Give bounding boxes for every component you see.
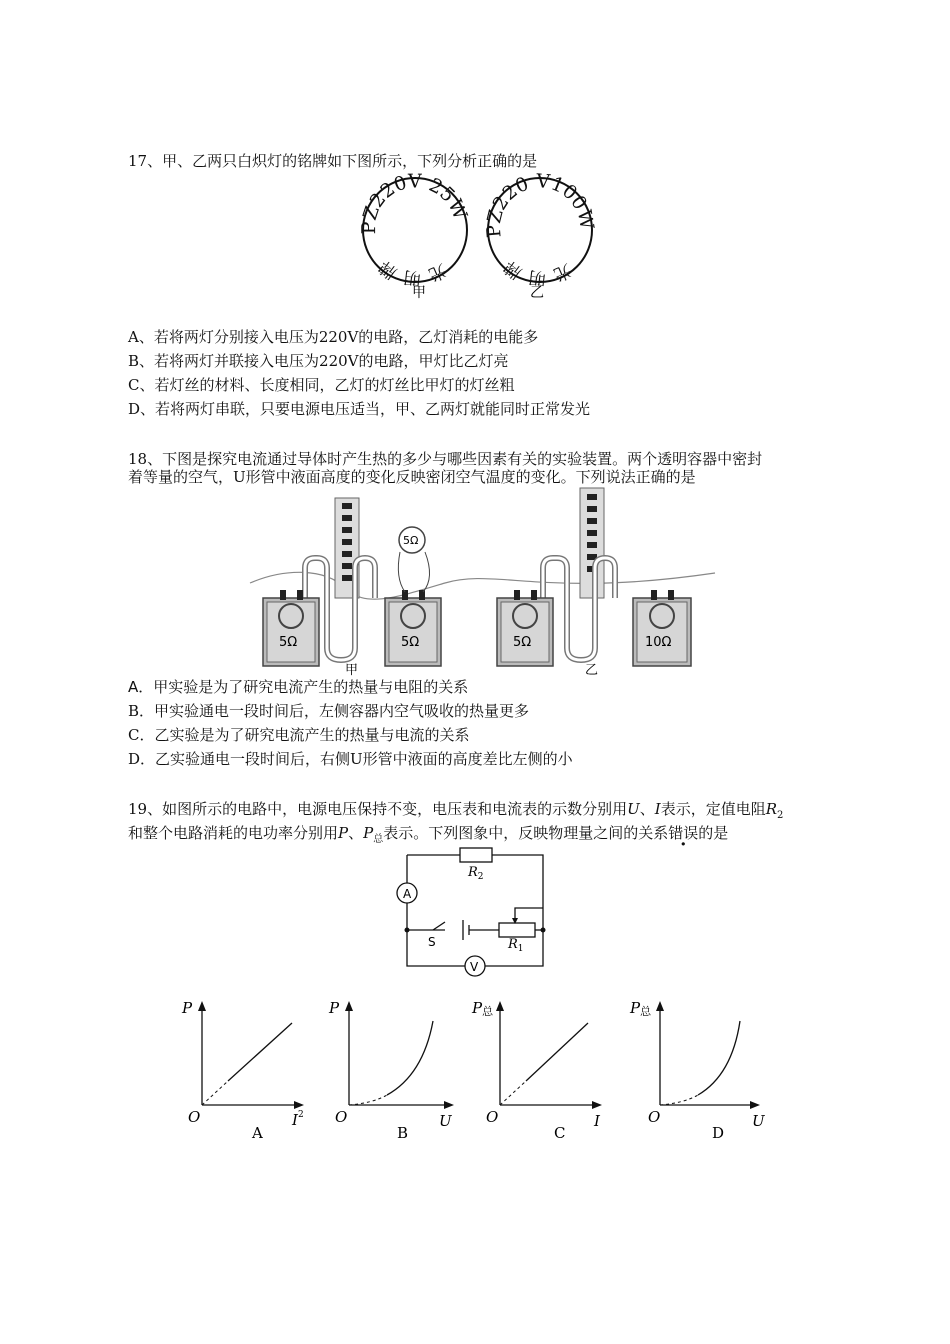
q19-graph-a [180,995,310,1145]
q18-stem-line2: 着等量的空气，U形管中液面高度的变化反映密闭空气温度的变化。下列说法正确的是 [128,468,696,486]
graph-c-caption: C [554,1124,566,1142]
yi-right-res: 10Ω [645,635,672,650]
svg-text:PZ220 V100W [483,170,598,238]
lamp-jia-plate [358,170,472,288]
svg-text:光明牌 [371,253,450,289]
lamp-yi-label: 乙 [530,285,544,301]
q17-option-b: B、若将两灯并联接入电压为220V的电路，甲灯比乙灯亮 [128,352,509,370]
q18-option-c: C．乙实验是为了研究电流产生的热量与电流的关系 [128,726,470,744]
r1-label: $R_1$ [508,937,524,954]
jia-label: 甲 [345,663,359,678]
lamp-jia-brand: 光明牌 [370,252,450,289]
graph-d-y: P总 [630,999,652,1018]
graph-b-caption: B [397,1124,409,1142]
lamp-jia-label: 甲 [412,285,426,301]
graph-d-caption: D [712,1124,725,1142]
yi-apparatus [497,488,691,678]
graph-a-caption: A [252,1124,263,1142]
lamp-yi-rating: PZ220 V100W [482,170,598,239]
q17-option-a: A、若将两灯分别接入电压为220V的电路，乙灯消耗的电能多 [128,328,539,346]
lamp-yi-plate [483,170,598,288]
yi-left-res: 5Ω [513,635,532,650]
q18-option-a: A．甲实验是为了研究电流产生的热量与电阻的关系 [128,678,469,696]
q19-stem-line1: 19、如图所示的电路中，电源电压保持不变，电压表和电流表的示数分别用U、I表示，定值电阻$R_2$ [128,800,784,821]
graph-d-x: U [752,1112,765,1130]
graph-a-origin: O [188,1108,201,1126]
q17-option-c: C、若灯丝的材料、长度相同，乙灯的灯丝比甲灯的灯丝粗 [128,376,515,394]
graph-c-y: P总 [472,999,494,1018]
voltmeter-label: V [470,960,479,974]
emphasis-cuowu: 错误 [668,824,699,842]
jia-left-res: 5Ω [279,635,298,650]
jia-right-res: 5Ω [401,635,420,650]
graph-a-y: P [182,999,193,1017]
graph-b-origin: O [335,1108,348,1126]
graph-b-x: U [439,1112,452,1130]
svg-text:光明牌 [496,253,575,289]
r2-label: $R_2$ [468,865,484,882]
graph-a-x: $I^2$ [292,1110,304,1129]
q18-stem-line1: 18、下图是探究电流通过导体时产生热的多少与哪些因素有关的实验装置。两个透明容器中密封 [128,450,763,468]
ammeter-label: A [403,887,412,901]
graph-b-y: P [329,999,340,1017]
q19-stem-line2: 和整个电路消耗的电功率分别用P、$P_总$表示。下列图象中，反映物理量之间的关系错误的是 [128,824,729,845]
q19-graph-d [628,995,768,1145]
jia-ext-res: 5Ω [403,534,419,547]
graph-d-origin: O [648,1108,661,1126]
q17-stem: 17、甲、乙两只白炽灯的铭牌如下图所示，下列分析正确的是 [128,152,538,170]
switch-label: S [428,935,436,949]
q19-graph-b [325,995,465,1145]
graph-c-x: I [594,1112,600,1130]
q18-option-b: B．甲实验通电一段时间后，左侧容器内空气吸收的热量更多 [128,702,530,720]
lamp-jia-rating: PZ220V 25W [357,170,472,235]
q17-lamp-plates-figure [357,170,600,305]
q18-option-d: D．乙实验通电一段时间后，右侧U形管中液面的高度差比左侧的小 [128,750,573,768]
yi-label: 乙 [585,663,599,678]
graph-c-origin: O [486,1108,499,1126]
q19-circuit-diagram [395,848,555,973]
q17-option-d: D、若将两灯串联，只要电源电压适当，甲、乙两灯就能同时正常发光 [128,400,591,418]
svg-text:PZ220V 25W [358,170,472,234]
q19-graph-c [470,995,610,1145]
lamp-yi-brand: 光明牌 [495,252,575,289]
q18-apparatus-figure [245,488,715,678]
